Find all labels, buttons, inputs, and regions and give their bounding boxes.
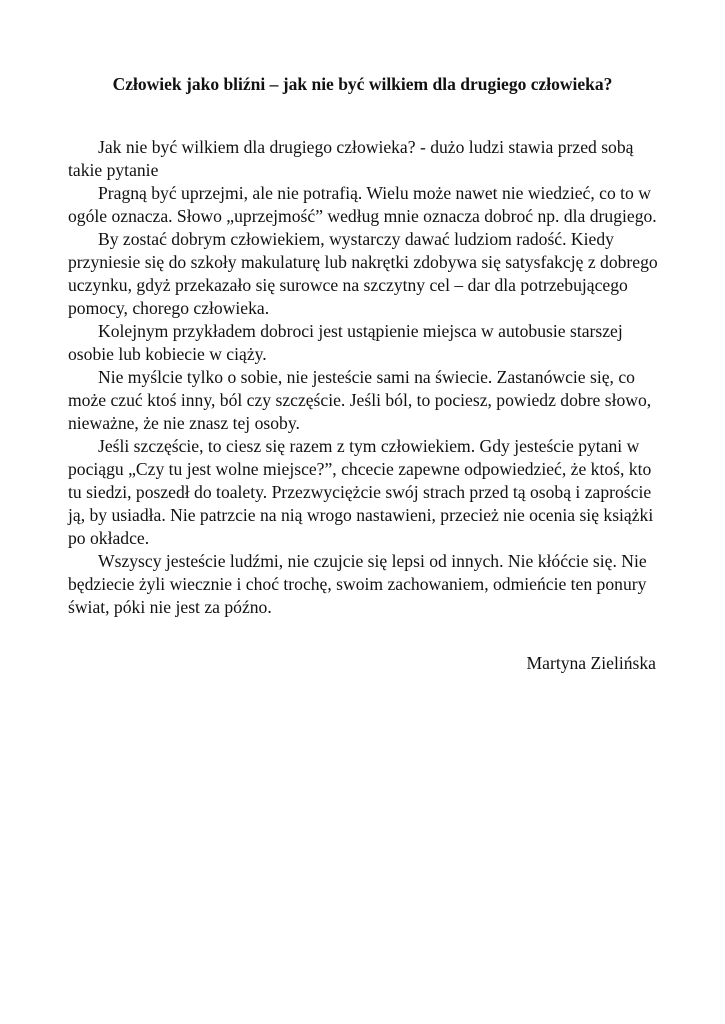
- document-title: Człowiek jako bliźni – jak nie być wilkiem dla drugiego człowieka?: [112, 74, 613, 94]
- paragraph: Kolejnym przykładem dobroci jest ustąpienie miejsca w autobusie starszej osobie lub kobiecie w ciąży.: [68, 321, 623, 364]
- paragraph: Nie myślcie tylko o sobie, nie jesteście sami na świecie. Zastanówcie się, co może czuć ktoś inny, ból czy szczęście. Jeśli ból, to pociesz, powiedz dobre słowo, nieważne, że nie znasz tej osoby.: [68, 367, 652, 433]
- paragraph: Wszyscy jesteście ludźmi, nie czujcie się lepsi od innych. Nie kłóćcie się. Nie będziecie żyli wiecznie i choć trochę, swoim zachowaniem, odmieńcie ten ponury świat, póki nie jest za późno.: [68, 551, 647, 617]
- document-body: [68, 136, 658, 619]
- author-signature: Martyna Zielińska: [526, 653, 656, 673]
- paragraph: Jeśli szczęście, to ciesz się razem z tym człowiekiem. Gdy jesteście pytani w pociągu „Czy tu jest wolne miejsce?”, chcecie zapewne odpowiedzieć, że ktoś, kto tu siedzi, poszedł do toalety. Przezwyciężcie swój strach przed tą osobą i zaproście ją, by usiadła. Nie patrzcie na nią wrogo nastawieni, przecież nie ocenia się książki po okładce.: [68, 436, 654, 548]
- paragraph: Pragną być uprzejmi, ale nie potrafią. Wielu może nawet nie wiedzieć, co to w ogóle oznacza. Słowo „uprzejmość” według mnie oznacza dobroć np. dla drugiego.: [68, 183, 657, 226]
- paragraph: By zostać dobrym człowiekiem, wystarczy dawać ludziom radość. Kiedy przyniesie się do szkoły makulaturę lub nakrętki zdobywa się satysfakcję z dobrego uczynku, gdyż przekazało się surowce na szczytny cel – dar dla potrzebującego pomocy, chorego człowieka.: [68, 229, 658, 318]
- paragraph: Jak nie być wilkiem dla drugiego człowieka? - dużo ludzi stawia przed sobą takie pytanie: [68, 137, 634, 180]
